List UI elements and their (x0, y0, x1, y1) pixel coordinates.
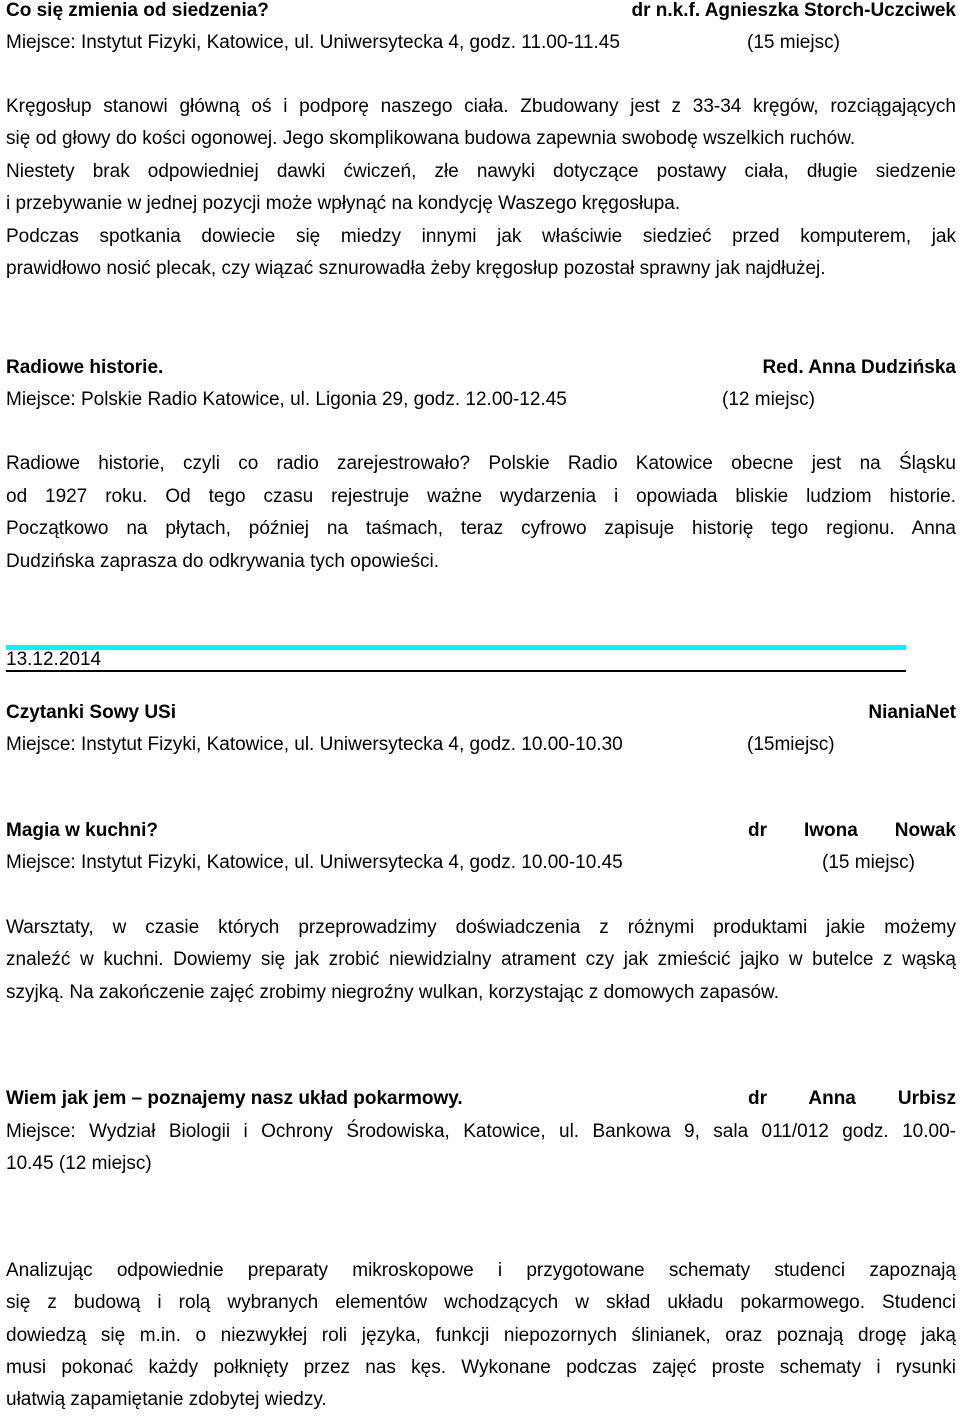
event4-desc-line: szyjką. Na zakończenie zajęć zrobimy niegroźny wulkan, korzystając z domowych zapasów. (6, 982, 779, 1003)
event1-desc-line: się od głowy do kości ogonowej. Jego skomplikowana budowa zapewnia swobodę wszelkich ruchów. (6, 128, 856, 149)
event4-seats: (15 miejsc) (822, 852, 915, 873)
event4-desc-line: znaleźć w kuchni. Dowiemy się jak zrobić niewidzialny atrament czy jak zmieścić jajko w butelce z wąską (6, 949, 956, 970)
event1-header (6, 0, 956, 27)
event2-desc-line: od 1927 roku. Od tego czasu rejestruje ważne wydarzenia i opowiada bliskie ludziom historie. (6, 486, 956, 507)
event1-place: Miejsce: Instytut Fizyki, Katowice, ul. Uniwersytecka 4, godz. 11.00-11.45 (6, 32, 620, 53)
event1-desc-line: prawidłowo nosić plecak, czy wiązać sznurowadła żeby kręgosłup pozostał sprawny jak najdłużej. (6, 258, 826, 279)
event2-place-line (6, 384, 956, 416)
event1-seats: (15 miejsc) (747, 32, 840, 53)
event5-desc-line: Analizując odpowiednie preparaty mikroskopowe i przygotowane schematy studenci zapoznają (6, 1260, 956, 1281)
event4-desc-line: Warsztaty, w czasie których przeprowadzimy doświadczenia z różnymi produktami jakie możemy (6, 917, 956, 938)
event5-title: Wiem jak jem – poznajemy nasz układ pokarmowy. (6, 1088, 463, 1109)
event4-header (6, 815, 956, 847)
event1-place-line (6, 27, 956, 59)
date-underline (6, 670, 906, 672)
event3-seats: (15miejsc) (747, 734, 835, 755)
event5-speaker: dr Anna Urbisz (748, 1088, 956, 1109)
event3-place: Miejsce: Instytut Fizyki, Katowice, ul. Uniwersytecka 4, godz. 10.00-10.30 (6, 734, 623, 755)
event3-place-line (6, 729, 956, 761)
event3-speaker: NianiaNet (868, 702, 956, 723)
event3-header (6, 697, 956, 729)
event1-speaker: dr n.k.f. Agnieszka Storch-Uczciwek (631, 0, 956, 21)
event2-speaker: Red. Anna Dudzińska (762, 357, 956, 378)
event2-header (6, 352, 956, 384)
event5-place-line: Miejsce: Wydział Biologii i Ochrony Środowiska, Katowice, ul. Bankowa 9, sala 011/012 godz. 10.00- (6, 1121, 956, 1142)
event1-desc-line: Podczas spotkania dowiecie się miedzy innymi jak właściwie siedzieć przed komputerem, jak (6, 226, 956, 247)
event5-header (6, 1083, 956, 1115)
event5-desc-line: ułatwią zapamiętanie zdobytej wiedzy. (6, 1389, 327, 1410)
event2-title: Radiowe historie. (6, 357, 164, 378)
date-highlight-bar (6, 645, 906, 650)
date-text: 13.12.2014 (6, 649, 102, 670)
event1-title: Co się zmienia od siedzenia? (6, 0, 269, 21)
event1-desc-line: Kręgosłup stanowi główną oś i podporę naszego ciała. Zbudowany jest z 33-34 kręgów, rozciągających (6, 96, 956, 117)
event3-title: Czytanki Sowy USi (6, 702, 176, 723)
event1-desc-line: i przebywanie w jednej pozycji może wpłynąć na kondycję Waszego kręgosłupa. (6, 193, 681, 214)
event4-speaker: dr Iwona Nowak (748, 820, 956, 841)
event1-desc-line: Niestety brak odpowiedniej dawki ćwiczeń, złe nawyki dotyczące postawy ciała, długie siedzenie (6, 161, 956, 182)
event5-place-line: 10.45 (12 miejsc) (6, 1153, 152, 1174)
event4-place-line (6, 847, 956, 879)
event2-place: Miejsce: Polskie Radio Katowice, ul. Ligonia 29, godz. 12.00-12.45 (6, 389, 567, 410)
event5-desc-line: się z budową i rolą wybranych elementów wchodzących w skład układu pokarmowego. Studenci (6, 1292, 956, 1313)
event4-place: Miejsce: Instytut Fizyki, Katowice, ul. Uniwersytecka 4, godz. 10.00-10.45 (6, 852, 623, 873)
event2-desc-line: Początkowo na płytach, później na taśmach, teraz cyfrowo zapisuje historię tego regionu. Anna (6, 518, 956, 539)
event2-desc-line: Dudzińska zaprasza do odkrywania tych opowieści. (6, 551, 439, 572)
event5-desc-line: dowiedzą się m.in. o niezwykłej roli języka, funkcji niepozornych ślinianek, oraz poznają drogę jaką (6, 1325, 956, 1346)
event4-title: Magia w kuchni? (6, 820, 159, 841)
event2-desc-line: Radiowe historie, czyli co radio zarejestrowało? Polskie Radio Katowice obecne jest na Śląsku (6, 453, 956, 474)
date-heading (6, 645, 906, 675)
event5-desc-line: musi pokonać każdy połknięty przez nas kęs. Wykonane podczas zajęć proste schematy i rysunki (6, 1357, 956, 1378)
event2-seats: (12 miejsc) (722, 389, 815, 410)
